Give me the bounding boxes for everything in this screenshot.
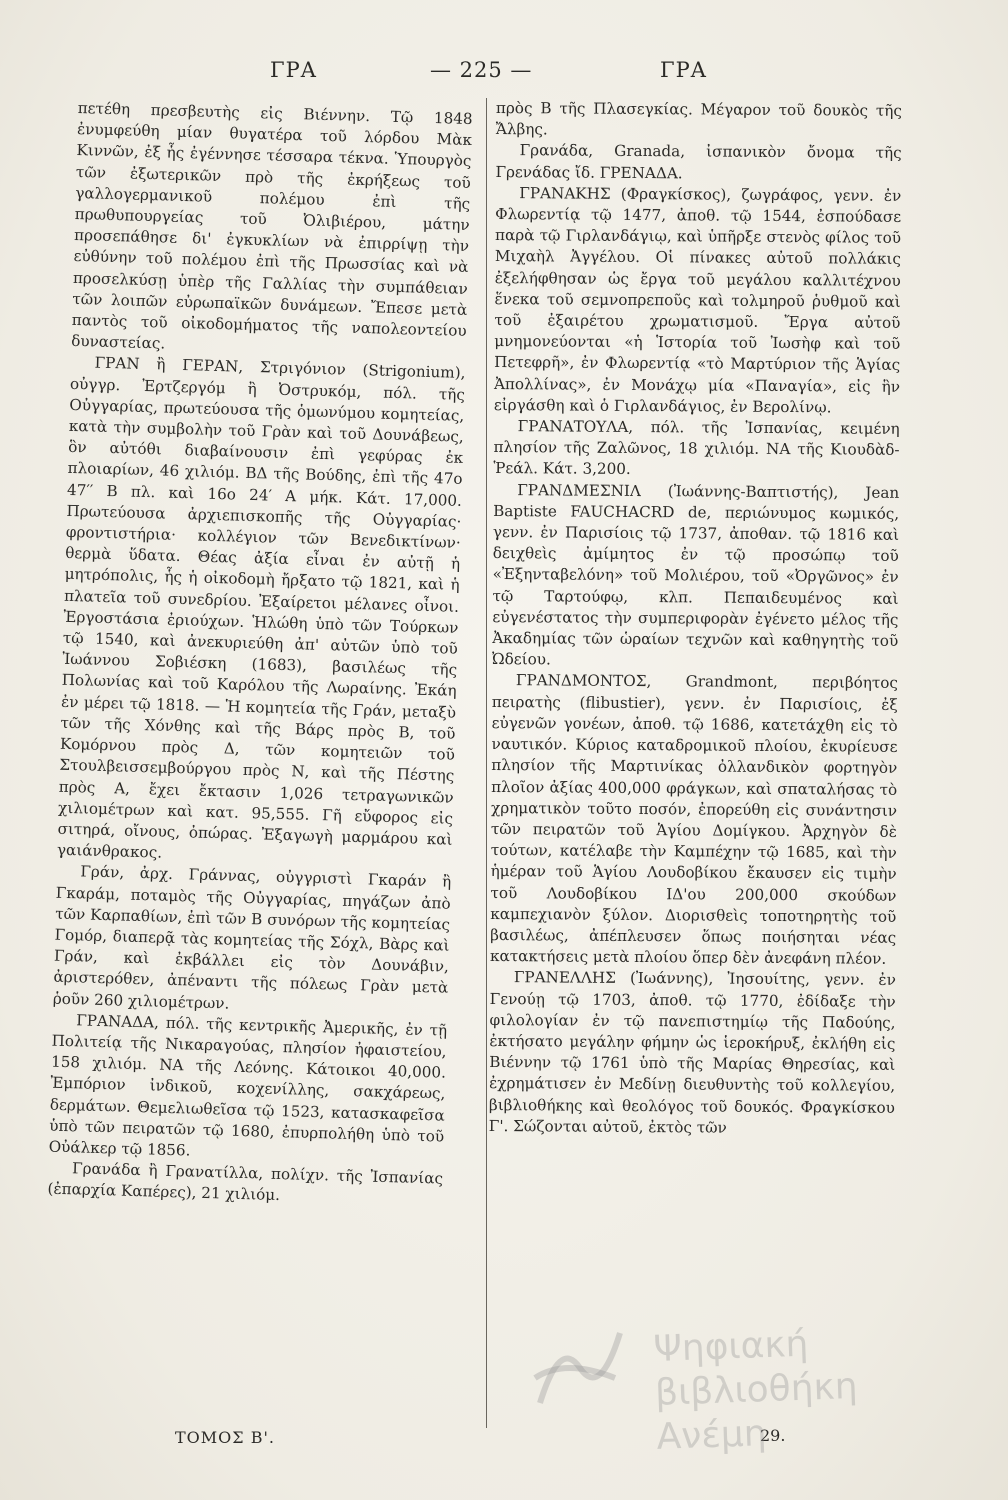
entry-paragraph: Γρανάδα, Granada, ἰσπανικὸν ὄνομα τῆς Γρενάδας ἴδ. ΓΡΕΝΑΔΑ. <box>495 141 902 182</box>
entry-paragraph: ΓΡΑΝΑΚΗΣ (Φραγκίσκος), ζωγράφος, γενν. ἐν Φλωρεντίᾳ τῷ 1477, ἀποθ. τῷ 1544, ἐσπούδασε παρὰ τῷ Γιρλανδάγιῳ, καὶ ὑπῆρξε στενὸς φίλος τοῦ Μιχαὴλ Ἀγγέλου. Οἱ πίνακες αὐτοῦ πολλάκις ἐξελήφθησαν ὡς ἔργα τοῦ μεγάλου καλλιτέχνου ἕνεκα τοῦ σεμνοπρεποῦς καὶ τολμηροῦ ῥυθμοῦ καὶ τοῦ ἐξαιρέτου χρωματισμοῦ. Ἔργα αὐτοῦ μνημονεύονται «ἡ Ἱστορία τοῦ Ἰωσὴφ καὶ τοῦ Πετεφρῆ», ἐν Φλωρεντίᾳ «τὸ Μαρτύριον τῆς Ἁγίας Ἀπολλίνας», ἐν Μονάχῳ μία «Παναγία», εἰς ἣν εἰργάσθη καὶ ὁ Γιρλανδάγιος, ἐν Βερολίνῳ. <box>493 183 902 417</box>
watermark-line: Ανέμη <box>655 1413 768 1458</box>
volume-label: ΤΟΜΟΣ Β'. <box>175 1428 275 1447</box>
right-column <box>489 98 902 1140</box>
running-header <box>90 58 920 94</box>
watermark-line: βιβλιοθήκη <box>654 1365 859 1414</box>
signature-mark: 29. <box>760 1426 786 1445</box>
entry-paragraph: ΓΡΑΝ ἢ ΓΕΡΑΝ, Στριγόνιον (Strigonium), οὐγγρ. Ἐρτζεργόμ ἢ Ὀστρυκόμ, πόλ. τῆς Οὐγγαρίας, πρωτεύουσα τῆς ὁμωνύμου κομητείας, κατὰ τὴν συμβολὴν τοῦ Γρὰν καὶ τοῦ Δουνάβεως, ὃν αὐτόθι διαβαίνουσιν ἐπὶ γεφύρας ἐκ πλοιαρίων, 46 χιλιόμ. ΒΔ τῆς Βούδης, ἐπὶ τῆς 47ο 47′′ Β πλ. καὶ 16ο 24′ Α μήκ. Κάτ. 17,000. Πρωτεύουσα ἀρχιεπισκοπῆς τῆς Οὐγγαρίας· φροντιστήρια· κολλέγιον τῶν Βενεδικτίνων· θερμὰ ὕδατα. Θέας ἀξία εἶναι ἐν αὐτῇ ἡ μητρόπολις, ἧς ἡ οἰκοδομὴ ἤρξατο τῷ 1821, καὶ ἡ πλατεῖα τοῦ συνεδρίου. Ἐξαίρετοι μέλανες οἶνοι. Ἐργοστάσια ἐριούχων. Ἡλώθη ὑπὸ τῶν Τούρκων τῷ 1540, καὶ ἀνεκυριεύθη ἀπ' αὐτῶν ὑπὸ τοῦ Ἰωάννου Σοβιέσκη (1683), βασιλέως τῆς Πολωνίας καὶ τοῦ Καρόλου τῆς Λωραίνης. Ἐκάη ἐν μέρει τῷ 1818. — Ἡ κομητεία τῆς Γράν, μεταξὺ τῶν τῆς Χόνθης καὶ τῆς Βάρς πρὸς Β, τοῦ Κομόρνου πρὸς Δ, τῶν κομητειῶν τοῦ Στουλβεισσεμβούργου πρὸς Ν, καὶ τῆς Πέστης πρὸς Α, ἔχει ἔκτασιν 1,026 τετραγωνικῶν χιλιομέτρων καὶ κατ. 95,555. Γῆ εὔφορος εἰς σιτηρά, οἴνους, ὀπώρας. Ἐξαγωγὴ μαρμάρου καὶ γαιάνθρακος. <box>56 354 466 862</box>
entry-paragraph: ΓΡΑΝΔΜΕΣΝΙΛ (Ἰωάννης-Βαπτιστής), Jean Baptiste FAUCHACRD de, περιώνυμος κωμικός, γενν. ἐν Παρισίοις τῷ 1737, ἀποθαν. τῷ 1816 καὶ δειχθεὶς ἀμίμητος ἐν τῷ προσώπῳ τοῦ «Ἐξηνταβελόνη» τοῦ Μολιέρου, τοῦ «Ὀργῶνος» ἐν τῷ Ταρτούφῳ, κλπ. Πεπαιδευμένος καὶ εὐγενέστατος τὴν συμπεριφορὰν ἐγένετο μέλος τῆς Ἀκαδημίας τῶν ὡραίων τεχνῶν καὶ καθηγητὴς τοῦ Ὠδείου. <box>492 480 900 669</box>
entry-paragraph: Γράν, ἀρχ. Γράννας, οὐγγριστὶ Γκαράν ἢ Γκαράμ, ποταμὸς τῆς Οὐγγαρίας, πηγάζων ἀπὸ τῶν Καρπαθίων, ἐπὶ τῶν Β συνόρων τῆς κομητείας Γομόρ, διαπερᾷ τὰς κομητείας τῆς Σόχλ, Βὰρς καὶ Γράν, καὶ ἐκβάλλει εἰς τὸν Δουνάβιν, ἀριστερόθεν, ἀπέναντι τῆς πόλεως Γρὰν μετὰ ῥοῦν 260 χιλιομέτρων. <box>52 862 452 1013</box>
entry-paragraph: ΓΡΑΝΑΔΑ, πόλ. τῆς κεντρικῆς Ἀμερικῆς, ἐν τῇ Πολιτείᾳ τῆς Νικαραγούας, πλησίον ἠφαιστείου, 158 χιλιόμ. ΝΑ τῆς Λεόνης. Κάτοικοι 40,000. Ἐμπόριον ἰνδικοῦ, κοχενίλλης, σακχάρεως, δερμάτων. Θεμελιωθεῖσα τῷ 1523, κατασκαφεῖσα ὑπὸ τῶν πειρατῶν τῷ 1680, ἐπυρπολήθη ὑπὸ τοῦ Οὐάλκερ τῷ 1856. <box>48 1011 448 1160</box>
header-left-keyword: ΓΡΑ <box>270 58 317 82</box>
watermark-logo-icon <box>520 1318 640 1418</box>
entry-paragraph: Γρανάδα ἢ Γρανατίλλα, πολίχν. τῆς Ἰσπανίας (ἐπαρχία Καπέρες), 21 χιλιόμ. <box>47 1159 444 1205</box>
library-watermark <box>653 1316 997 1460</box>
entry-paragraph: πρὸς Β τῆς Πλασεγκίας. Μέγαρον τοῦ δουκὸς τῆς Ἄλβης. <box>495 98 902 139</box>
entry-paragraph: πετέθη πρεσβευτὴς εἰς Βιέννην. Τῷ 1848 ἐνυμφεύθη μίαν θυγατέρα τοῦ λόρδου Μὰκ Κιννῶν, ἐξ ἧς ἐγέννησε τέσσαρα τέκνα. Ὑπουργὸς τῶν ἐξωτερικῶν πρὸ τῆς ἐκρήξεως τοῦ γαλλογερμανικοῦ πολέμου ἐπὶ τῆς πρωθυπουργείας τοῦ Ὀλιβιέρου, μάτην προσεπάθησε δι' ἐγκυκλίων νὰ ἐπιρρίψῃ τὴν εὐθύνην τοῦ πολέμου ἐπὶ τῆς Πρωσσίας καὶ νὰ προσελκύσῃ ὑπὲρ τῆς Γαλλίας τὴν συμπάθειαν τῶν λοιπῶν εὐρωπαϊκῶν δυνάμεων. Ἔπεσε μετὰ παντὸς τοῦ οἰκοδομήματος τῆς ναπολεοντείου δυναστείας. <box>70 98 473 353</box>
header-right-keyword: ΓΡΑ <box>660 58 707 82</box>
left-column <box>47 98 473 1211</box>
entry-paragraph: ΓΡΑΝΕΛΛΗΣ (Ἰωάννης), Ἰησουίτης, γενν. ἐν Γενούῃ τῷ 1703, ἀποθ. τῷ 1770, ἐδίδαξε τὴν φιλολογίαν ἐν τῷ πανεπιστημίῳ τῆς Παδούης, ἐκτήσατο μεγάλην φήμην ὡς ἱεροκήρυξ, ἐκλήθη εἰς Βιέννην τῷ 1761 ὑπὸ τῆς Μαρίας Θηρεσίας, καὶ ἐχρημάτισεν ἐν Μεδίνῃ διευθυντὴς τοῦ κολλεγίου, βιβλιοθήκης καὶ θεολόγος τοῦ δουκός. Φραγκίσκου Γ'. Σώζονται αὐτοῦ, ἐκτὸς τῶν <box>488 968 896 1137</box>
watermark-line: Ψηφιακή <box>652 1323 810 1370</box>
page-number: — 225 — <box>430 58 533 82</box>
entry-paragraph: ΓΡΑΝΔΜΟΝΤΟΣ, Grandmont, περιβόητος πειρατὴς (flibustier), γενν. ἐν Παρισίοις, ἐξ εὐγενῶν γονέων, ἀποθ. τῷ 1686, κατετάχθη εἰς τὸ ναυτικόν. Κύριος καταδρομικοῦ πλοίου, ἐκυρίευσε πλησίον τῆς Μαρτινίκας ὀλλανδικὸν φορτηγὸν πλοῖον ἀξίας 400,000 φράγκων, καὶ σπαταλήσας τὸ χρηματικὸν τοῦτο ποσόν, ἐπορεύθη εἰς συνάντησιν τῶν πειρατῶν τοῦ Ἁγίου Δομίγκου. Ἀρχηγὸν δὲ τούτων, κατέλαβε τὴν Καμπέχην τῷ 1685, καὶ τὴν ἡμέραν τοῦ Ἁγίου Λουδοβίκου ἔκαυσεν εἰς τιμὴν τοῦ Λουδοβίκου ΙΔ'ου 200,000 σκούδων καμπεχιανὸν ξύλον. Διορισθεὶς τοποτηρητὴς τοῦ βασιλέως, ἀπέπλευσεν ὅπως ποιήσηται νέας κατακτήσεις μετὰ πλοίου ὅπερ δὲν ἀνεφάνη πλέον. <box>489 671 898 968</box>
column-divider <box>486 98 487 1428</box>
entry-paragraph: ΓΡΑΝΑΤΟΥΛΑ, πόλ. τῆς Ἰσπανίας, κειμένη πλησίον τῆς Ζαλῶνος, 18 χιλιόμ. ΝΑ τῆς Κιουδὰδ-Ῥεάλ. Κάτ. 3,200. <box>493 417 900 479</box>
